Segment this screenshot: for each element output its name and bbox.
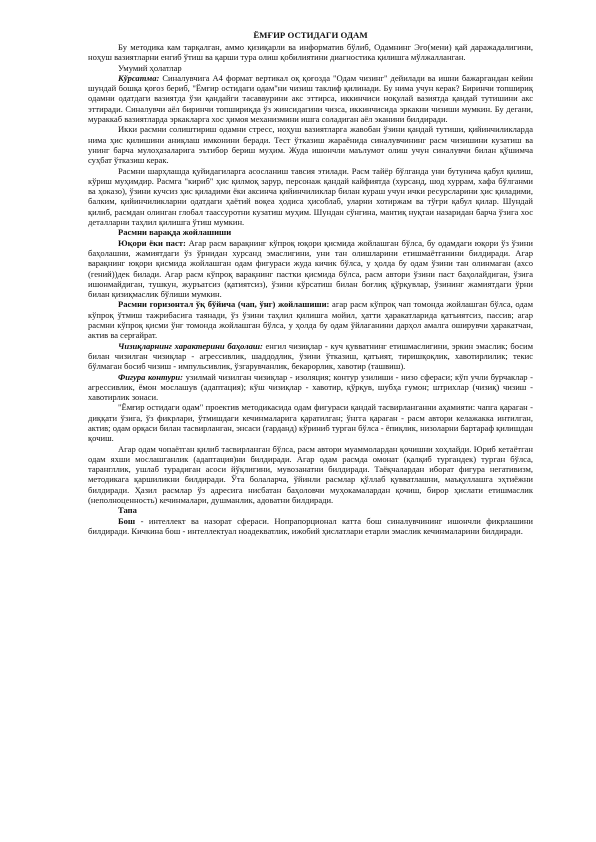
general-heading: Умумий ҳолатлар: [118, 62, 182, 73]
instruction-lead: Кўрсатма:: [118, 72, 160, 83]
comparison-paragraph: Икки расмни солиштириш одамни стресс, ноҳуш вазиятларга жавобан ўзини қандай тутиши, қийинчиликларда нима ҳис қилишини аниқлаш имконини беради. Тест ўтказиш жараёнида синалувчининг расм чизишини кузатиш ва унинг барча мулоҳазаларига эътибор бериш муҳим. Жуда ишончли маълумот олиш учун синалувчи билан қўшимча суҳбат ўтказиш керак.: [88, 124, 533, 166]
vertical-position-text: Агар расм варақнинг кўпроқ юқори қисмида жойлашган бўлса, бу одамдаги юқори ўз ўзини баҳолашни, жамиятдаги ўз ўрнидан хурсанд эмаслигини, уни тан олишларини етишмаётганини билдиради. Агар варақнинг юқори қисмида жойлашган одам фигураси жуда кичик бўлса, у ҳолда бу одам ўзини тан олинмаган (ахсо (гений))дек билади. Агар расм кўпроқ варақнинг пастки қисмида бўлса, расм автори ўзини паст баҳолайдиган, ўзига ишонмайдиган, тушкун, журъатсиз (қатиятсиз), ўзини кўрсатиш билан боғлиқ қўрқувлар, ўзининг жамиятдаги ўрни билан қизиқмаслик бўлиши мумкин.: [88, 237, 534, 300]
horizontal-position-text: агар расм кўпроқ чап томонда жойлашган бўлса, одам кўпроқ ўтмиш тажрибасига таянади, ўз ўзини таҳлил қилишга мойил, ҳатти ҳаракатларида қатъиятсиз, пассив; агар расмни кўпроқ қисми ўнг томонда жойлашган бўлса, у ҳолда бу одам ўйлаганини дарҳол амалга оширувчи ҳаракатчан, актив ва серғайрат.: [88, 299, 533, 341]
lines-lead: Чизиқларнинг характерини баҳолаш:: [118, 340, 263, 351]
head-section-heading: Тапа: [118, 505, 137, 516]
interpretation-paragraph: Расмни шарҳлашда қуйидагиларга асосланиш тавсия этилади. Расм тайёр бўлганда уни бутунича қабул қилиш, кўриш муҳимдир. Расмга "кириб" ҳис қилмоқ зарур, персонаж қандай кайфиятда (хурсанд, шод хуррам, хафа бўлганми ва ҳоказо), ўзини кучсиз ҳис қиладими ёки аксинча қийинчиликлар билан кураш учун ички ресурсларини ҳис қиладими, балким, қийинчиликларни одатдаги ҳаётий воқеа ҳодиса ҳисоблаб, уларни хотиржам ва тўғри қабул қилар. Шундай қилиб, расмдан олинган глобал таассуротни кузатиш муҳим. Шундан сўнгина, мантиқ нуқтаи назаридан барча ўзига хос деталларни таҳлил қилишга ўтиш мумкин.: [88, 165, 533, 228]
instruction-paragraph: [88, 73, 533, 124]
contour-lead: Фигура контури:: [118, 371, 183, 382]
contour-text: узилмай чизилган чизиқлар - изоляция; контур узилиши - низо сфераси; кўп учли бурчаклар - агрессивлик, ёмон мослашув (адаптация); кўш чизиқлар - хавотир, қўрқув, шубҳа гумон; штрихлар (чизиқ) чизиш - хавотирлик зонаси.: [88, 371, 533, 403]
intro-paragraph: Бу методика кам тарқалган, аммо қизиқарли ва информатив бўлиб, Одамнинг Эго(мени) қай даражадалигини, ноҳуш вазиятларни енгиб ўтиш ва қарши тура олиш қобилиятини диагностика қилишга мўлжалланган.: [88, 42, 533, 63]
lines-text: енгил чизиқлар - куч қувватнинг етишмаслигини, эркин эмаслик; босим билан чизилган чизиқлар - агрессивлик, шаддодлик, ўзини ўтказиш, қатъият, тиришқоқлик, хавотирлилик; текис бўлмаган босиб чизиш - импульсивлик, ўзгарувчанлик, бекарорлик, хавотир (ташвиш).: [88, 340, 533, 372]
contour-paragraph: [88, 372, 533, 403]
vertical-position-lead: Юқори ёки паст:: [118, 237, 186, 248]
figure-pose-paragraph: Агар одам чопаётган қилиб тасвирланган бўлса, расм автори муаммолардан қочишни хоҳлайди. Юриб кетаётган одам яхши мослашганлик (адаптация)ни билдиради. Агар одам расмда омонат (қалқиб тургандек) турган бўлса, тарангллик, ушлаб турадиган асоси йўқлигини, мувозанатни билдиради. Таёқчалардан иборат фигура негативизм, методикага қаршиликни билдиради. Ўта болаларча, ўйинли расмлар қўллаб қувватлашни, маъқуллашга эҳтиёжни билдиради. Ҳазил расмлар ўз адресига нисбатан баҳоловчи муҳокамалардан қочиш, бирор ҳислати етишмаслик (неполноценность) кечинмалари, душманлик, адоватни билдиради.: [88, 443, 533, 506]
projective-paragraph: "Ёмғир остидаги одам" проектив методикасида одам фигураси қандай тасвирланганни аҳамияти: чапга қараган - диққати ўзига, ўз фикрлари, ўтмишдаги кечинмаларига қаратилган; ўнгга қараган - расм автори келажакка интилган, актив; одам орқаси билан тасвирланган, энсаси (гарданд) кўриниб турган бўлса - ёпиқлик, низоларни бартараф қилишдан қочиш.: [88, 402, 533, 444]
head-paragraph: [88, 516, 533, 537]
head-lead: Бош: [118, 515, 136, 526]
vertical-position-paragraph: [88, 238, 533, 300]
horizontal-position-lead: Расмни горизонтал ўқ бўйича (чап, ўнг) жойлашиши:: [118, 299, 330, 310]
horizontal-position-paragraph: [88, 299, 533, 340]
position-heading: Расмни варақда жойлашиши: [118, 227, 232, 238]
head-text: - интеллект ва назорат сфераси. Нопрапорционал катта бош синалувчининг ишончли фикрлашини билдиради. Кичкина бош - интеллектуал ноадекватлик, ижобий ҳислатлари етарли эмаслик кечинмаларини билдиради.: [88, 515, 533, 536]
instruction-text: Синалувчига А4 формат вертикал оқ қоғозда "Одам чизинг" дейилади ва ишни бажаргандан кейин шундай бошқа қоғоз бериб, "Ёмғир остидаги одам"ни чизиш таклиф қилинади. Бу нима учун керак? Биринчи топшириқ одамни одатдаги вазиятда ўзи қандайги тасаввурини акс эттирса, иккинчиси ноқулай вазиятда қандай тутишини акс эттиради. Синалувчи аёл биринчи топшириқда ўз жинсидагини чизса, иккинчисида эркакни чизиши мумкин. Бу дегани, мураккаб вазиятларда эркакларга хос ҳимоя механизмини ишга соладиган аёл эканини билдиради.: [88, 72, 533, 125]
document-title: ЁМҒИР ОСТИДАГИ ОДАМ: [253, 30, 368, 40]
lines-paragraph: [88, 341, 533, 372]
